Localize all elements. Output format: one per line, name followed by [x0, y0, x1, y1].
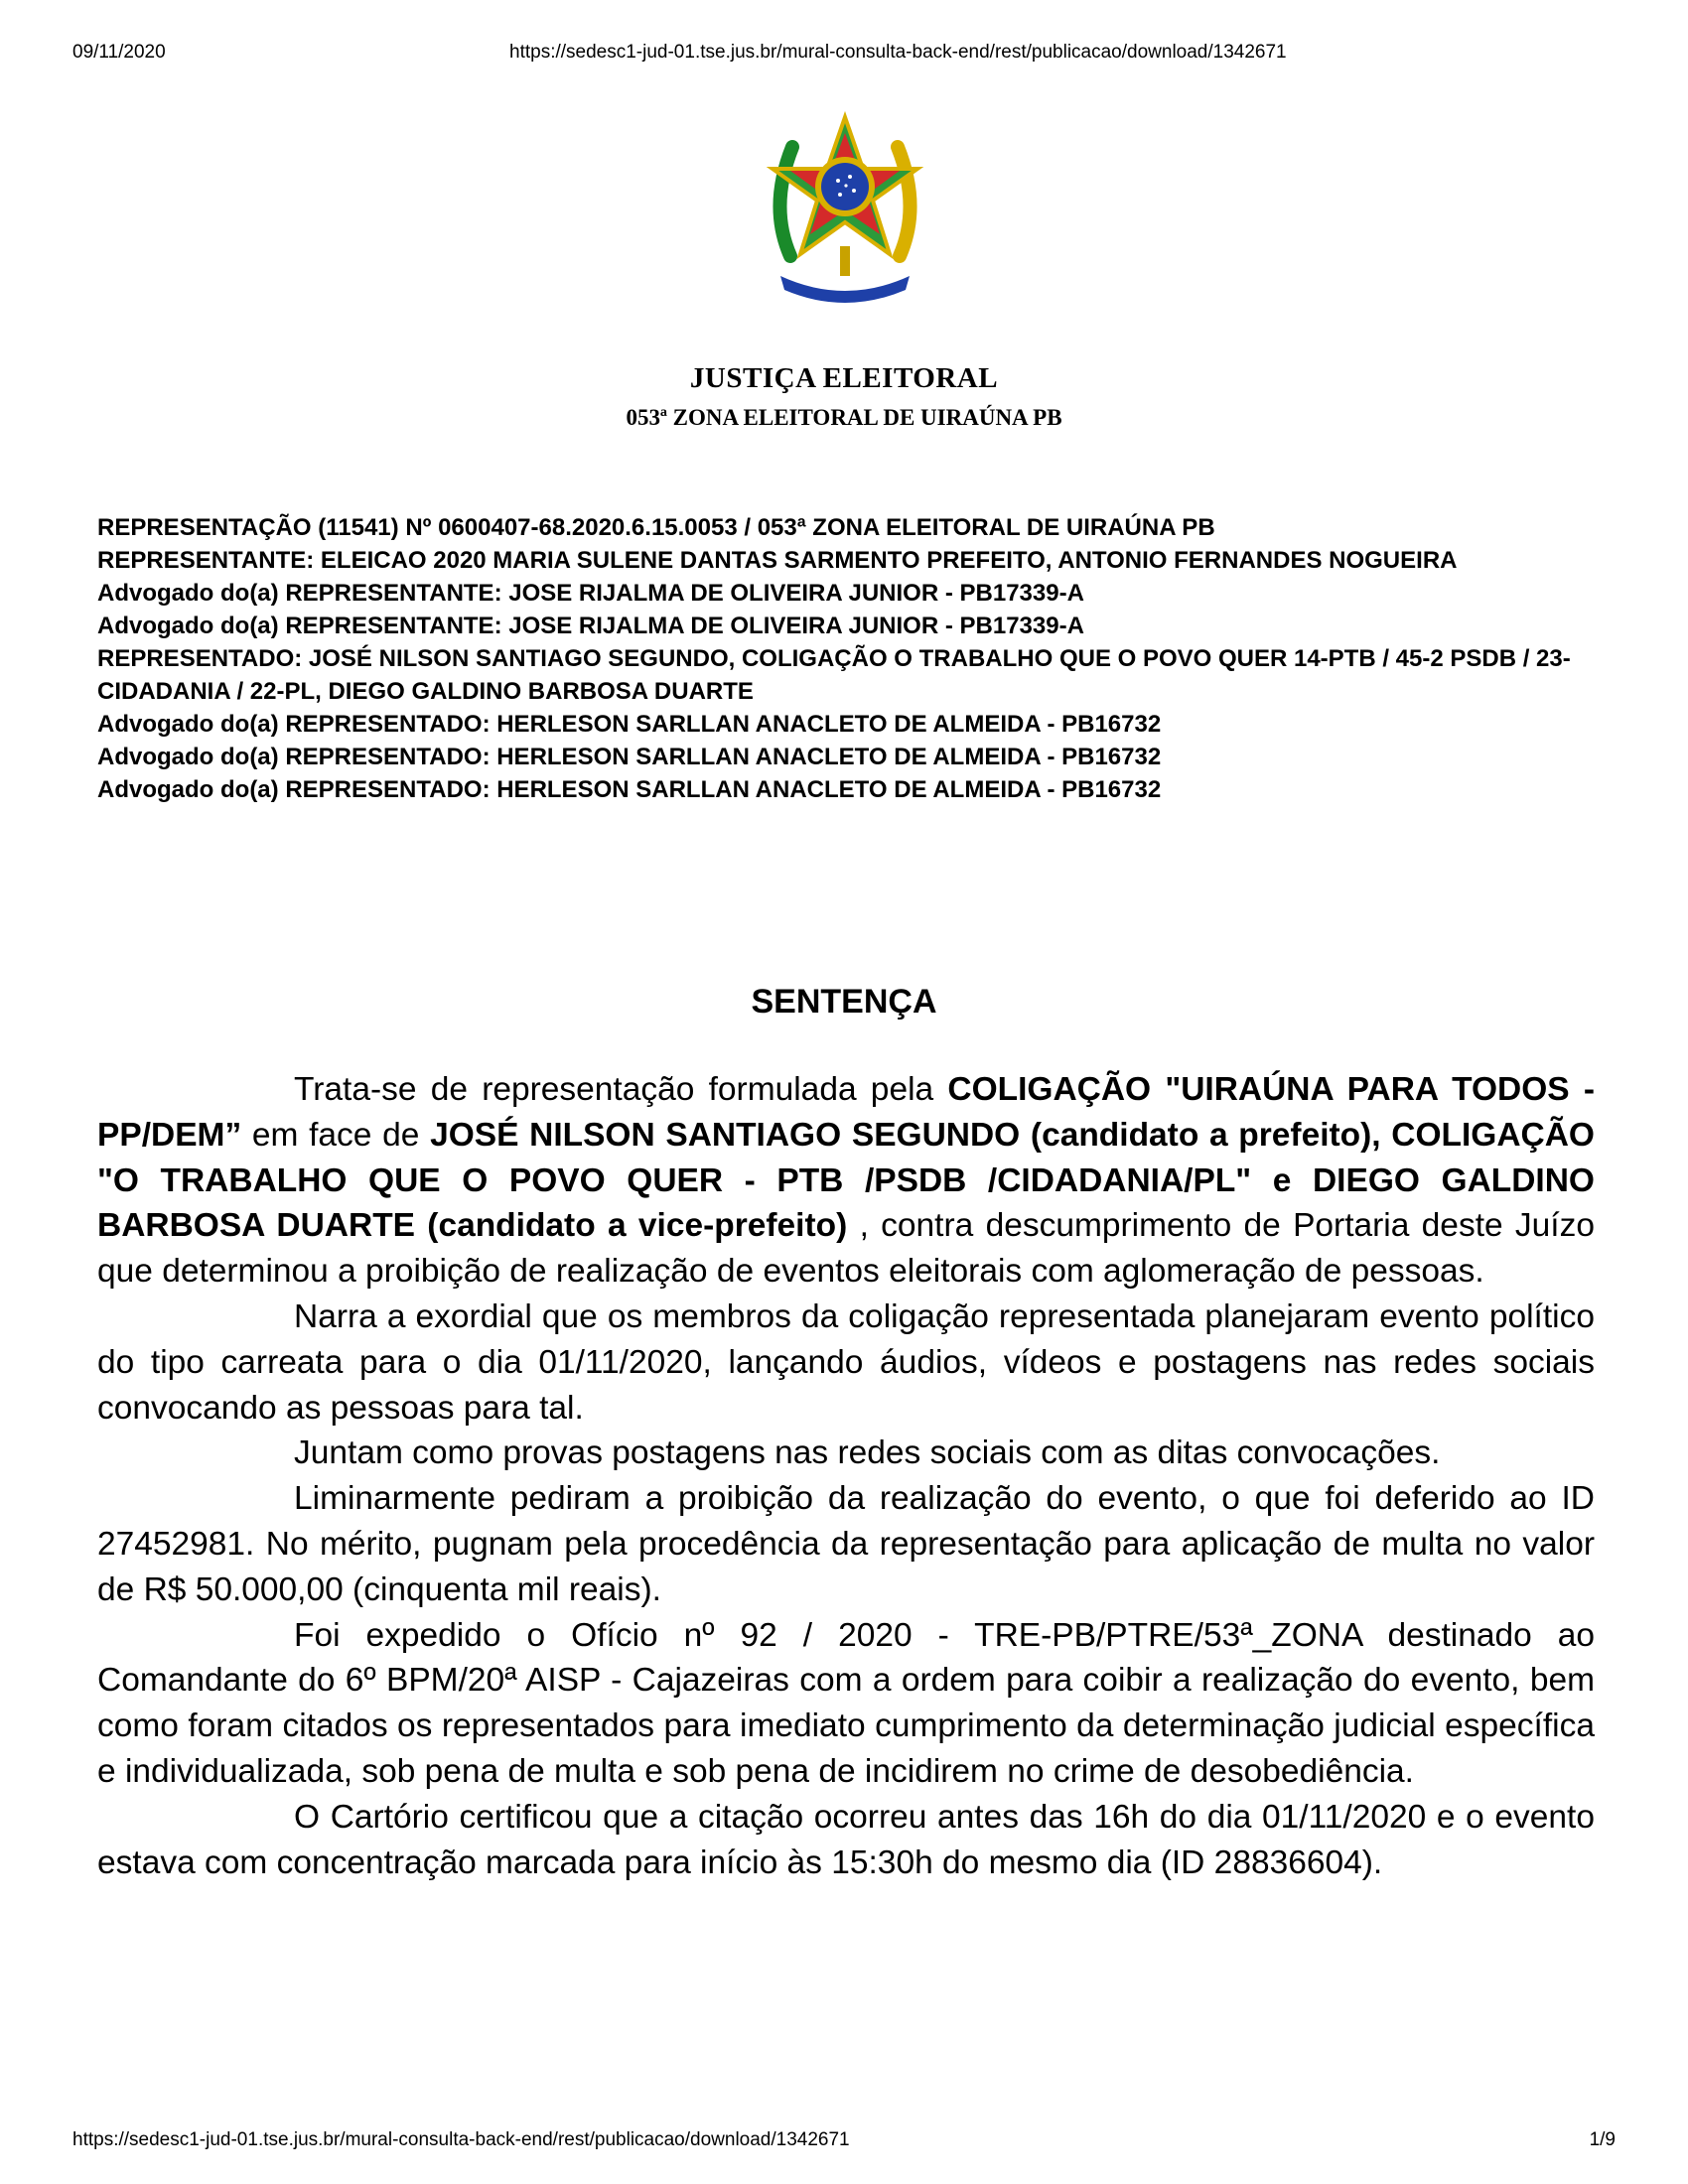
case-line: Advogado do(a) REPRESENTADO: HERLESON SARLLAN ANACLETO DE ALMEIDA - PB16732: [97, 776, 1162, 803]
case-line: REPRESENTAÇÃO (11541) Nº 0600407-68.2020.6.15.0053 / 053ª ZONA ELEITORAL DE UIRAÚNA PB: [97, 514, 1215, 541]
paragraph-text: Trata-se de representação formulada pela: [294, 1071, 948, 1108]
paragraph: Foi expedido o Ofício nº 92 / 2020 - TRE-PB/PTRE/53ª_ZONA destinado ao Comandante do 6º BPM/20ª AISP - Cajazeiras com a ordem para coibir a realização do evento, bem como foram citados os representados para imediato cumprimento da determinação judicial específica e individualizada, sob pena de multa e sob pena de incidirem no crime de desobediência.: [97, 1616, 1595, 1790]
case-line: Advogado do(a) REPRESENTADO: HERLESON SARLLAN ANACLETO DE ALMEIDA - PB16732: [97, 744, 1162, 770]
footer-url: https://sedesc1-jud-01.tse.jus.br/mural-consulta-back-end/rest/publicacao/download/1342671: [72, 2129, 850, 2150]
print-url: https://sedesc1-jud-01.tse.jus.br/mural-consulta-back-end/rest/publicacao/download/1342671: [509, 42, 1287, 63]
paragraph: O Cartório certificou que a citação ocorreu antes das 16h do dia 01/11/2020 e o evento estava com concentração marcada para início às 15:30h do mesmo dia (ID 28836604).: [97, 1798, 1595, 1881]
print-header: [72, 42, 1616, 71]
case-details: [97, 511, 1597, 806]
sentence-body: [97, 1067, 1595, 1885]
paragraph-text: , contra descumprimento de Portaria deste Juízo que determinou a proibição de realização de eventos eleitorais com aglomeração de pessoas.: [97, 1207, 1595, 1291]
court-heading: [0, 362, 1688, 431]
paragraph: [97, 1067, 1595, 1295]
paragraph: Liminarmente pediram a proibição da realização do evento, o que foi deferido ao ID 27452981. No mérito, pugnam pela procedência da representação para aplicação de multa no valor de R$ 50.000,00 (cinquenta mil reais).: [97, 1480, 1595, 1608]
paragraph: Narra a exordial que os membros da coligação representada planejaram evento político do tipo carreata para o dia 01/11/2020, lançando áudios, vídeos e postagens nas redes sociais convocando as pessoas para tal.: [97, 1297, 1595, 1427]
court-title: JUSTIÇA ELEITORAL: [689, 362, 999, 394]
paragraph-text: em face de: [241, 1116, 431, 1154]
sentence-title: SENTENÇA: [751, 983, 937, 1021]
case-line: Advogado do(a) REPRESENTADO: HERLESON SARLLAN ANACLETO DE ALMEIDA - PB16732: [97, 711, 1162, 738]
print-footer: [72, 2129, 1616, 2159]
print-date: 09/11/2020: [72, 42, 166, 63]
party-name: COLIGAÇÃO "UIRAÚNA PARA TODOS - PP/DEM”: [97, 1071, 1595, 1154]
case-line: REPRESENTANTE: ELEICAO 2020 MARIA SULENE DANTAS SARMENTO PREFEITO, ANTONIO FERNANDES NOGUEIRA: [97, 547, 1458, 574]
paragraph: Juntam como provas postagens nas redes sociais com as ditas convocações.: [294, 1434, 1441, 1472]
case-line: REPRESENTADO: JOSÉ NILSON SANTIAGO SEGUNDO, COLIGAÇÃO O TRABALHO QUE O POVO QUER 14-PTB / 45-2 PSDB / 23-CIDADANIA / 22-PL, DIEGO GALDINO BARBOSA DUARTE: [97, 645, 1571, 705]
coat-of-arms-icon: [761, 107, 929, 306]
page-number: 1/9: [1589, 2129, 1616, 2150]
case-line: Advogado do(a) REPRESENTANTE: JOSE RIJALMA DE OLIVEIRA JUNIOR - PB17339-A: [97, 580, 1084, 607]
defendants-names: JOSÉ NILSON SANTIAGO SEGUNDO (candidato a prefeito), COLIGAÇÃO "O TRABALHO QUE O POVO QUER - PTB /PSDB /CIDADANIA/PL" e DIEGO GALDINO BARBOSA DUARTE (candidato a vice-prefeito): [97, 1116, 1595, 1245]
case-line: Advogado do(a) REPRESENTANTE: JOSE RIJALMA DE OLIVEIRA JUNIOR - PB17339-A: [97, 613, 1084, 639]
court-subtitle: 053ª ZONA ELEITORAL DE UIRAÚNA PB: [626, 405, 1062, 430]
